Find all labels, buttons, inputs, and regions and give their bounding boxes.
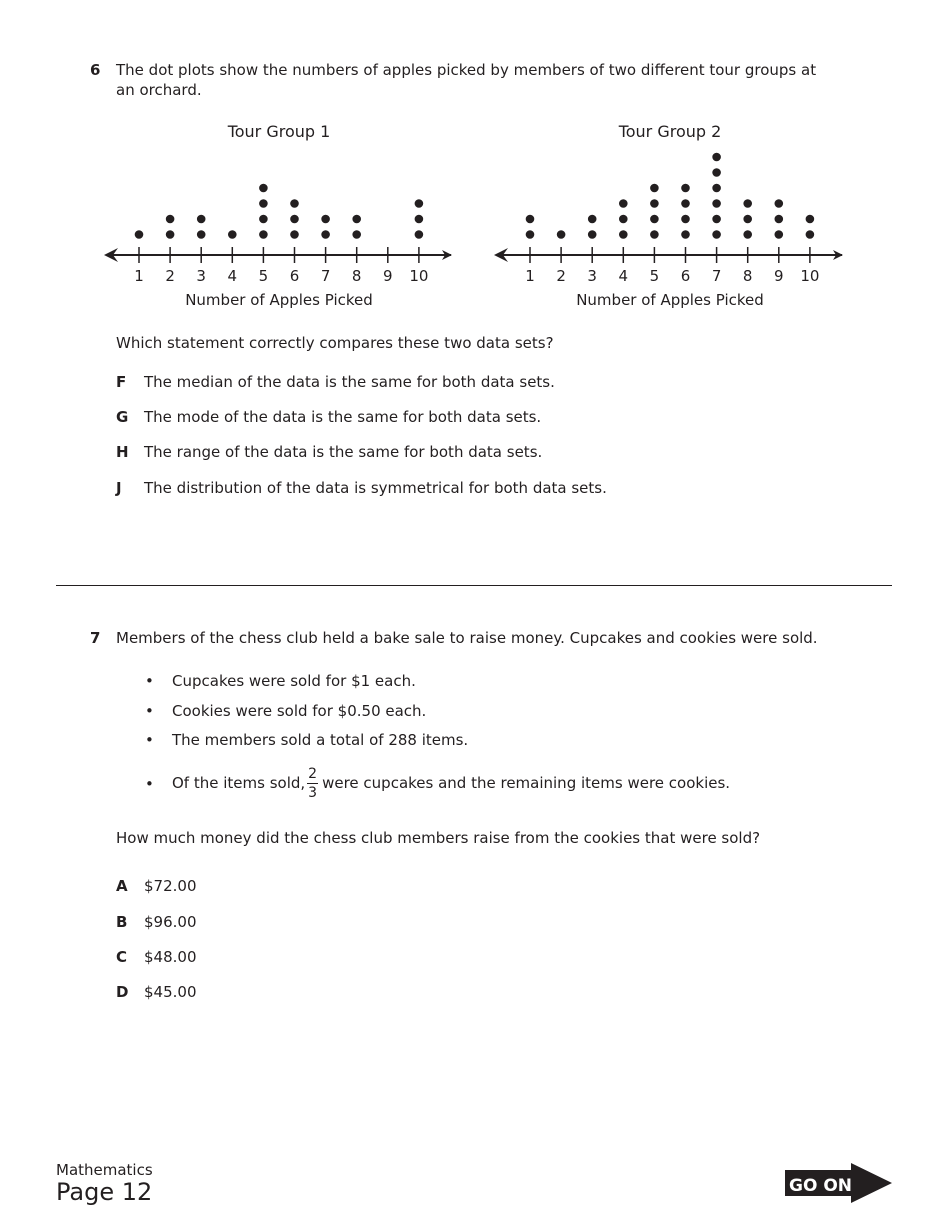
tick-label: 5	[258, 267, 269, 285]
bullet-cupcakes-price: Cupcakes were sold for $1 each.	[172, 672, 416, 690]
data-dot	[681, 199, 690, 208]
data-dot	[415, 215, 424, 224]
option-c-text[interactable]: $48.00	[144, 948, 197, 966]
option-b-letter[interactable]: B	[116, 913, 128, 931]
data-dot	[259, 215, 268, 224]
dot-plot-x-axis-label: Number of Apples Picked	[576, 291, 764, 309]
tick-label: 7	[320, 267, 331, 285]
data-dot	[681, 184, 690, 193]
data-dot	[321, 215, 330, 224]
option-a-letter[interactable]: A	[116, 877, 128, 895]
data-dot	[712, 184, 721, 193]
data-dot	[352, 230, 361, 239]
tick-label: 9	[383, 267, 393, 285]
question-7-number: 7	[90, 629, 101, 647]
data-dot	[290, 215, 299, 224]
tick-label: 4	[618, 267, 629, 285]
data-dot	[743, 230, 752, 239]
data-dot	[588, 230, 597, 239]
option-c-letter[interactable]: C	[116, 948, 128, 966]
data-dot	[619, 230, 628, 239]
question-7-stem: How much money did the chess club members raise from the cookies that were sold?	[116, 829, 761, 847]
option-j-letter[interactable]: J	[116, 479, 122, 497]
tick-label: 1	[525, 267, 535, 285]
bullet-dot: •	[145, 775, 154, 793]
bullet-dot: •	[145, 672, 154, 690]
data-dot	[681, 230, 690, 239]
data-dot	[588, 215, 597, 224]
data-dot	[806, 230, 815, 239]
data-dot	[712, 153, 721, 162]
tick-label: 8	[742, 267, 753, 285]
data-dot	[775, 215, 784, 224]
bullet-dot: •	[145, 731, 154, 749]
data-dot	[228, 230, 237, 239]
data-dot	[135, 230, 144, 239]
tick-label: 10	[409, 267, 429, 285]
data-dot	[259, 184, 268, 193]
data-dot	[415, 199, 424, 208]
data-dot	[619, 199, 628, 208]
option-g-letter[interactable]: G	[116, 408, 129, 426]
data-dot	[259, 230, 268, 239]
data-dot	[650, 230, 659, 239]
tick-label: 2	[165, 267, 175, 285]
tick-label: 3	[196, 267, 206, 285]
option-a-text[interactable]: $72.00	[144, 877, 197, 895]
footer-page-number: Page 12	[56, 1178, 153, 1206]
data-dot	[166, 215, 175, 224]
question-6-number: 6	[90, 61, 101, 79]
option-g-text[interactable]: The mode of the data is the same for both data sets.	[144, 408, 542, 426]
data-dot	[290, 199, 299, 208]
option-d-letter[interactable]: D	[116, 983, 129, 1001]
data-dot	[526, 230, 535, 239]
footer-subject: Mathematics	[56, 1161, 153, 1179]
data-dot	[743, 215, 752, 224]
data-dot	[526, 215, 535, 224]
go-on-label: GO ON	[789, 1176, 853, 1196]
data-dot	[290, 230, 299, 239]
tick-label: 6	[289, 267, 300, 285]
data-dot	[712, 230, 721, 239]
tick-label: 9	[774, 267, 784, 285]
option-b-text[interactable]: $96.00	[144, 913, 197, 931]
dot-plot-x-axis-label: Number of Apples Picked	[185, 291, 373, 309]
data-dot	[712, 199, 721, 208]
question-7-prompt: Members of the chess club held a bake sale to raise money. Cupcakes and cookies were sold.	[116, 629, 818, 647]
fraction-numerator: 2	[308, 766, 318, 782]
bullet-fraction-before: Of the items sold,	[172, 774, 306, 792]
data-dot	[650, 199, 659, 208]
data-dot	[415, 230, 424, 239]
tick-label: 1	[134, 267, 144, 285]
option-d-text[interactable]: $45.00	[144, 983, 197, 1001]
data-dot	[557, 230, 566, 239]
question-6-stem: Which statement correctly compares these two data sets?	[116, 334, 554, 352]
data-dot	[681, 215, 690, 224]
bullet-dot: •	[145, 702, 154, 720]
data-dot	[650, 215, 659, 224]
tick-label: 3	[587, 267, 597, 285]
data-dot	[806, 215, 815, 224]
tick-label: 7	[711, 267, 722, 285]
option-h-text[interactable]: The range of the data is the same for both data sets.	[144, 443, 543, 461]
bullet-total-items: The members sold a total of 288 items.	[172, 731, 469, 749]
dot-plots	[0, 115, 950, 315]
tick-label: 5	[649, 267, 660, 285]
data-dot	[619, 215, 628, 224]
option-f-letter[interactable]: F	[116, 373, 127, 391]
data-dot	[712, 168, 721, 177]
data-dot	[712, 215, 721, 224]
section-divider	[56, 585, 892, 586]
fraction-denominator: 3	[308, 785, 318, 801]
data-dot	[650, 184, 659, 193]
dot-plot-title: Tour Group 1	[227, 122, 331, 141]
option-h-letter[interactable]: H	[116, 443, 129, 461]
data-dot	[321, 230, 330, 239]
tick-label: 6	[680, 267, 691, 285]
data-dot	[197, 215, 206, 224]
tick-label: 2	[556, 267, 566, 285]
dot-plot-tour-group-1	[104, 122, 451, 309]
data-dot	[197, 230, 206, 239]
dot-plot-title: Tour Group 2	[618, 122, 722, 141]
bullet-fraction-cupcakes	[172, 763, 730, 803]
option-f-text[interactable]: The median of the data is the same for both data sets.	[144, 373, 555, 391]
dot-plot-tour-group-2	[494, 122, 842, 309]
bullet-cookies-price: Cookies were sold for $0.50 each.	[172, 702, 427, 720]
tick-label: 4	[227, 267, 238, 285]
data-dot	[775, 230, 784, 239]
go-on-arrow-icon	[785, 1163, 893, 1203]
data-dot	[166, 230, 175, 239]
data-dot	[743, 199, 752, 208]
fraction-two-thirds	[307, 767, 318, 800]
question-6-prompt-continued: an orchard.	[116, 81, 202, 99]
question-6-prompt: The dot plots show the numbers of apples picked by members of two different tour groups at	[116, 61, 817, 79]
data-dot	[259, 199, 268, 208]
data-dot	[775, 199, 784, 208]
data-dot	[352, 215, 361, 224]
tick-label: 8	[351, 267, 362, 285]
tick-label: 10	[800, 267, 820, 285]
bullet-fraction-after: were cupcakes and the remaining items were cookies.	[322, 774, 731, 792]
option-j-text[interactable]: The distribution of the data is symmetrical for both data sets.	[144, 479, 607, 497]
